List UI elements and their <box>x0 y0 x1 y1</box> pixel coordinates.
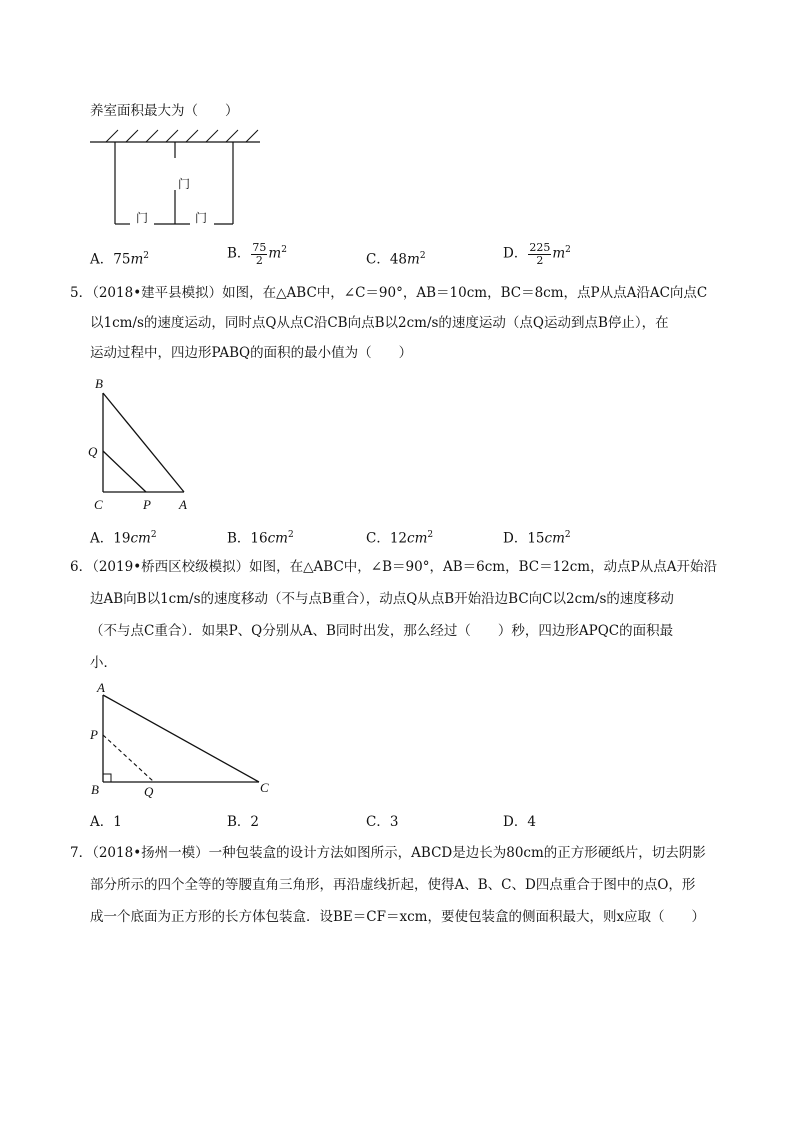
label-a: A <box>179 497 187 512</box>
door-label-right: 门 <box>195 211 208 225</box>
q4-option-d[interactable]: D． $\frac{225}{2}$ $m^2$ <box>503 240 571 267</box>
q5-line-2: 以1cm/s的速度运动，同时点Q从点C沿CB向点B以2cm/s的速度运动（点Q运动到点B停止），在 <box>90 315 669 331</box>
q5-option-c[interactable]: C．$12cm^2$ <box>366 530 434 547</box>
q6-option-c[interactable]: C．3 <box>366 814 399 830</box>
label-q: Q <box>144 784 154 799</box>
q4-option-b[interactable]: B． $\frac{75}{2}$ $m^2$ <box>227 240 287 267</box>
q5-line-1: 5．（2018•建平县模拟）如图，在△ABC中，∠C＝90°，AB＝10cm，BC＝8cm，点P从点A沿AC向点C <box>70 285 708 301</box>
fraction: $\frac{225}{2}$ <box>529 240 551 267</box>
q4-option-a[interactable]: A．$75m^2$ <box>90 251 149 268</box>
q4-option-c[interactable]: C．$48m^2$ <box>366 251 426 268</box>
label-c: C <box>260 780 269 795</box>
label-c: C <box>94 497 103 512</box>
q5-line-3: 运动过程中，四边形PABQ的面积的最小值为（ ） <box>90 345 413 361</box>
wall-hatching <box>106 130 258 142</box>
q5-triangle-figure <box>84 374 204 514</box>
side-ac <box>103 695 259 782</box>
q6-option-a[interactable]: A．1 <box>90 814 122 830</box>
q5-option-d[interactable]: D．$15cm^2$ <box>503 530 571 547</box>
q6-triangle-figure <box>84 680 284 802</box>
q4-question-tail: 养室面积最大为（ ） <box>90 103 239 119</box>
q6-line-3: （不与点C重合）．如果P、Q分别从A、B同时出发，那么经过（ ）秒，四边形APQC的面积最 <box>90 623 674 639</box>
q5-option-b[interactable]: B．$16cm^2$ <box>227 530 294 547</box>
q6-line-4: 小． <box>90 655 117 671</box>
room-walls <box>115 142 233 224</box>
label-p: P <box>143 497 151 512</box>
door-label-left: 门 <box>136 211 149 225</box>
q7-line-1: 7．（2018•扬州一模）一种包装盒的设计方法如图所示，ABCD是边长为80cm的正方形硬纸片，切去阴影 <box>70 845 706 861</box>
q5-option-a[interactable]: A．$19cm^2$ <box>90 530 157 547</box>
q7-line-2: 部分所示的四个全等的等腰直角三角形，再沿虚线折起，使得A、B、C、D四点重合于图中的点O，形 <box>90 877 696 893</box>
q4-room-figure <box>88 128 263 230</box>
q6-line-1: 6．（2019•桥西区校级模拟）如图，在△ABC中，∠B＝90°，AB＝6cm，BC＝12cm，动点P从点A开始沿 <box>70 559 717 575</box>
fraction: $\frac{75}{2}$ <box>252 240 267 267</box>
q7-line-3: 成一个底面为正方形的长方体包装盒．设BE＝CF＝xcm，要使包装盒的侧面积最大，则x应取（ ） <box>90 909 706 925</box>
q6-option-d[interactable]: D．4 <box>503 814 536 830</box>
q6-option-b[interactable]: B．2 <box>227 814 260 830</box>
label-q: Q <box>88 444 98 459</box>
label-p: P <box>90 727 98 742</box>
label-b: B <box>95 376 103 391</box>
door-label-middle: 门 <box>178 177 191 191</box>
side-ab <box>103 393 184 492</box>
label-a: A <box>97 680 105 695</box>
label-b: B <box>91 782 99 797</box>
right-angle-mark <box>103 774 111 782</box>
q6-line-2: 边AB向B以1cm/s的速度移动（不与点B重合），动点Q从点B开始沿边BC向C以2cm/s的速度移动 <box>90 591 674 607</box>
segment-qp <box>103 451 146 492</box>
